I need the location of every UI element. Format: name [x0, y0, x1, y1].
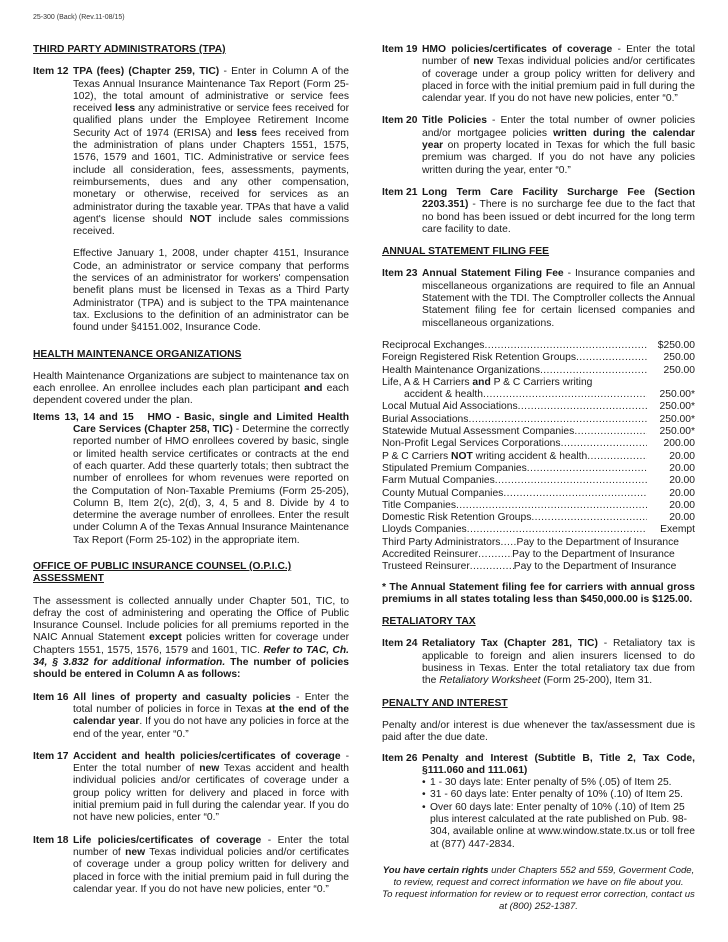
pay-label: Accredited Reinsurer — [382, 548, 479, 560]
item-12-paragraph-2: Effective January 1, 2008, under chapter 4151, Insurance Code, an administrator or service company that performs the services of an administrator for workers' compensation benefit plans must be licensed in Texas as a Third Party Administrator (TPA) and is subject to the TPA maintenance tax. Exclusions to the definition of an administrator can be found under §4151.002, Insurance Code. — [73, 248, 349, 334]
bullet-text: 31 - 60 days late: Enter penalty of 10% (.10) of Item 25. — [430, 789, 683, 801]
fee-label: Statewide Mutual Assessment Companies — [382, 426, 575, 438]
fee-row — [382, 488, 695, 500]
item-26 — [382, 753, 695, 778]
items-13-15-title: HMO - Basic, single and Limited Health Care Services (Chapter 258, TIC) — [73, 411, 349, 436]
item-12-number: Item 12 — [33, 66, 69, 78]
item-18 — [33, 835, 349, 896]
item-12-text: fees received from the administration of plans under Chapters 1551, 1575, 1576, 1579 and 1601, TIC. Administrative or service fees include all consideration, fees, assessments, payments, reimbursements, dues and any other compensation, monetary or otherwise, received for services as an administrator during the taxable year. TPAs that have a valid agent's license should — [73, 127, 350, 225]
item-20-emphasis: written during the calendar year — [422, 127, 695, 152]
fee-label: County Mutual Companies — [382, 487, 504, 499]
fee-label: Title Companies — [382, 499, 457, 511]
fee-amount: 20.00 — [669, 462, 695, 474]
pay-text: Pay to the Department of Insurance — [516, 536, 680, 548]
fee-amount: $250.00 — [657, 339, 695, 351]
item-12-title: TPA (fees) (Chapter 259, TIC) — [73, 66, 220, 78]
item-12-less: less — [115, 103, 136, 115]
fee-label: Local Mutual Aid Associations — [382, 401, 518, 413]
hmo-and: and — [304, 383, 323, 395]
fee-amount: 20.00 — [669, 499, 695, 511]
item-17 — [33, 751, 349, 825]
bullet-text: Over 60 days late: Enter penalty of 10% (.10) of Item 25 plus interest calculated at the rate published on Pub. 98-304, available online at www.window.state.tx.us or toll free at (877) 447-2834. — [430, 801, 696, 850]
fee-amount: 200.00 — [663, 438, 695, 450]
item-12-text: - Enter in Column A of the Texas Annual Insurance Maintenance Tax Report (Form 25-102), the total amount of administrative or service fees received — [73, 66, 350, 115]
tpa-heading: THIRD PARTY ADMINISTRATORS (TPA) — [33, 44, 226, 55]
item-12-body — [73, 66, 349, 238]
fee-amount: 250.00 — [663, 364, 695, 376]
fee-footnote: * The Annual Statement filing fee for carriers with annual gross premiums in all states totaling less than $450,000.00 is $125.00. — [382, 581, 695, 605]
fee-amount: 250.00 — [663, 352, 695, 364]
fee-row — [382, 524, 695, 536]
item-24-body — [422, 638, 695, 687]
item-19-text: - Enter the total number of — [422, 44, 696, 68]
fee-row — [382, 389, 695, 401]
item-20-body — [422, 115, 695, 176]
contact-notice: To request information for review or to request error correction, contact us at (800) 252-1387. — [382, 888, 695, 912]
item-16-emphasis: at the end of the calendar year — [73, 703, 350, 728]
item-21-body — [422, 187, 695, 236]
item-24-text: (Form 25-200), Item 31. — [540, 675, 653, 687]
penalty-bullet — [382, 777, 695, 789]
item-24 — [382, 638, 695, 687]
items-13-15-text: - Determine the correctly reported number of HMO enrollees covered by basic, single or limited health service certificates or contracts at the end of each quarter. Add these quarterly totals; then subtract the number of enrollees for whom revenues were reported on the Computation of Non-Taxable Premiums (Form 25-205), Column B, Item 2(c), 2(d), 3, 4, 5 and 8. Divide by 4 to determine the average number of enrollees. Enter the result under Column A of the Texas Annual Insurance Maintenance Tax Report (Form 25-102) in the appropriate item. — [73, 424, 349, 546]
item-16-body — [73, 692, 349, 741]
fee-amount: 250.00* — [659, 389, 695, 401]
penalty-heading: PENALTY AND INTEREST — [382, 697, 508, 709]
opic-text: policies written for coverage under Chapters 1551, 1575, 1576, 1579 and 1601, TIC. — [33, 632, 349, 656]
item-17-text: - Enter the total number of — [73, 750, 349, 775]
fee-label: Burial Associations — [382, 413, 469, 425]
pay-row — [382, 549, 695, 561]
item-16-title: All lines of property and casualty policies — [73, 691, 291, 703]
hmo-text: each dependent covered under the plan. — [33, 383, 349, 407]
item-24-text: - Retaliatory tax is applicable to foreign and alien insurers licensed to do business in Texas. Enter the total retaliatory tax due from the — [422, 638, 696, 687]
item-17-text: Texas accident and health individual policies and/or certificates of coverage under a group policy written for delivery and placed in force with initial premium paid in full during the calendar year. If you do not have new policies, enter “0.” — [73, 763, 349, 824]
item-12-text: any administrative or service fees received for qualified plans under the Employee Retirement Income Security Act of 1974 (ERISA) and — [73, 103, 349, 139]
item-16-number: Item 16 — [33, 691, 69, 703]
opic-heading: OFFICE OF PUBLIC INSURANCE COUNSEL (O.P.I.C.) ASSESSMENT — [33, 560, 292, 585]
left-column — [33, 44, 349, 896]
bullet-icon: • — [422, 801, 426, 813]
fee-amount: Exempt — [660, 524, 695, 536]
fee-amount: 250.00* — [659, 413, 695, 425]
bullet-text: 1 - 30 days late: Enter penalty of 5% (.05) of Item 25. — [430, 777, 672, 789]
annual-statement-heading: ANNUAL STATEMENT FILING FEE — [382, 246, 550, 258]
fee-amount: 20.00 — [669, 487, 695, 499]
item-23-body — [422, 268, 695, 329]
fee-row — [382, 438, 695, 450]
rights-notice — [382, 865, 695, 889]
pay-row — [382, 561, 695, 573]
bullet-icon: • — [422, 789, 426, 801]
fee-schedule — [382, 340, 695, 574]
item-21 — [382, 187, 695, 236]
fee-amount: 250.00* — [659, 401, 695, 413]
fee-row — [382, 500, 695, 512]
item-24-number: Item 24 — [382, 638, 418, 650]
opic-except: except — [149, 632, 182, 644]
fee-label: Health Maintenance Organizations — [382, 364, 540, 376]
fee-amount: 20.00 — [669, 512, 695, 524]
opic-intro — [33, 596, 349, 682]
item-20-text: on property located in Texas for which the full basic premium was charged. If you do not have any policies written during the year, enter “0.” — [422, 140, 695, 176]
pay-row — [382, 537, 695, 549]
fee-label: P & C Carriers NOT writing accident & health — [382, 450, 588, 462]
right-column — [382, 44, 695, 913]
fee-row — [382, 340, 695, 352]
item-24-worksheet: Retaliatory Worksheet — [439, 675, 541, 687]
fee-row — [382, 365, 695, 377]
item-17-title: Accident and health policies/certificates of coverage — [73, 750, 341, 762]
item-20 — [382, 115, 695, 176]
opic-text: The number of policies should be entered in Column A as follows: — [33, 657, 349, 681]
item-19-body — [422, 44, 695, 105]
opic-reference: Refer to TAC, Ch. 34, § 3.832 for additional information. — [33, 644, 349, 669]
fee-label: Stipulated Premium Companies — [382, 462, 527, 474]
fee-label: Domestic Risk Retention Groups — [382, 512, 532, 524]
fee-row — [382, 352, 695, 364]
fee-label: Reciprocal Exchanges — [382, 339, 485, 351]
item-26-number: Item 26 — [382, 752, 418, 764]
fee-amount: 20.00 — [669, 450, 695, 462]
hmo-text: Health Maintenance Organizations are subject to maintenance tax on each enrollee. An enrollee includes each plan participant — [33, 370, 349, 395]
item-21-text: - There is no surcharge fee due to the fact that no bond has been issued or debt incurred for the long term care facility to date. — [422, 199, 695, 235]
item-16-text: . If you do not have any policies in force at the end of the year, enter “0.” — [73, 716, 350, 740]
item-12-not: NOT — [189, 213, 212, 225]
item-17-body — [73, 751, 349, 825]
form-id: 25-300 (Back) (Rev.11-08/15) — [33, 14, 125, 21]
item-20-text: - Enter the total number of owner policies and/or mortgagee policies — [422, 115, 695, 139]
hmo-intro — [33, 371, 349, 408]
penalty-intro: Penalty and/or interest is due whenever the tax/assessment due is paid after the due date. — [382, 719, 695, 744]
fee-label: Non-Profit Legal Services Corporations — [382, 438, 561, 450]
fee-row — [382, 426, 695, 438]
rights-notice-bold: You have certain rights — [382, 864, 489, 876]
item-21-title: Long Term Care Facility Surcharge Fee (Section 2203.351) — [422, 186, 695, 211]
penalty-bullet — [382, 789, 695, 801]
item-20-number: Item 20 — [382, 115, 418, 127]
item-16-text: - Enter the total number of policies in force in Texas — [73, 691, 349, 715]
pay-text: Pay to the Department of Insurance — [512, 548, 675, 560]
fee-label: accident & health — [404, 389, 483, 401]
item-19-new: new — [473, 56, 494, 68]
item-18-text: Texas individual policies and/or certificates of coverage under a group policy written for delivery and placed in force with the initial premium paid in full during the calendar year. If you do not have new policies, enter “0.” — [73, 846, 349, 895]
item-18-body — [73, 835, 349, 896]
item-23-title: Annual Statement Filing Fee — [422, 268, 564, 280]
item-21-number: Item 21 — [382, 186, 418, 198]
item-17-number: Item 17 — [33, 750, 69, 762]
item-12-less: less — [236, 127, 258, 139]
fee-row — [382, 414, 695, 426]
pay-label: Third Party Administrators — [382, 536, 501, 548]
item-20-title: Title Policies — [422, 115, 487, 127]
fee-row — [382, 451, 695, 463]
item-18-title: Life policies/certificates of coverage — [73, 834, 262, 846]
item-16 — [33, 692, 349, 741]
opic-text: The assessment is collected annually under Chapter 501, TIC, to defray the cost of administering and operating the Office of Public Insurance Counsel. Include policies for all premiums reported in the NAIC Annual Statement — [33, 595, 349, 644]
item-23 — [382, 268, 695, 329]
fee-label: Lloyds Companies — [382, 524, 467, 536]
fee-row — [382, 512, 695, 524]
fee-row — [382, 463, 695, 475]
item-12 — [33, 66, 349, 238]
item-23-text: - Insurance companies and miscellaneous organizations are required to file an Annual Statement with the TDI. The Comptroller collects the Annual Statement filing fee for certain licensed companies and miscellaneous organizations. — [422, 268, 695, 329]
items-13-15 — [33, 412, 349, 547]
retaliatory-heading: RETALIATORY TAX — [382, 616, 476, 628]
item-19-text: Texas individual policies and/or certificates of coverage under a group policy written for delivery and placed in force with the initial premium paid in full during the calendar year. If you do not have new policies, enter “0.” — [422, 56, 695, 105]
item-12-text: include sales commissions received. — [73, 213, 349, 238]
items-13-15-number: Items 13, 14 and 15 — [33, 411, 134, 423]
bullet-icon: • — [422, 777, 426, 789]
item-19 — [382, 44, 695, 105]
item-19-number: Item 19 — [382, 44, 418, 55]
rights-notice-text: under Chapters 552 and 559, Goverment Code, to review, request and correct information we have on file about you. — [393, 864, 695, 888]
fee-row — [382, 401, 695, 413]
item-23-number: Item 23 — [382, 268, 418, 280]
item-24-title: Retaliatory Tax (Chapter 281, TIC) — [422, 638, 598, 650]
pay-label: Trusteed Reinsurer — [382, 561, 470, 573]
fee-label: Life, A & H Carriers and P & C Carriers writing — [382, 376, 593, 388]
fee-amount: 250.00* — [659, 426, 695, 438]
item-17-new: new — [199, 763, 220, 775]
penalty-bullet — [382, 802, 695, 851]
item-18-new: new — [125, 846, 146, 858]
hmo-heading: HEALTH MAINTENANCE ORGANIZATIONS — [33, 348, 242, 360]
item-18-text: - Enter the total number of — [73, 834, 349, 858]
fee-label: Farm Mutual Companies — [382, 475, 495, 487]
fee-row — [382, 475, 695, 487]
fee-amount: 20.00 — [669, 475, 695, 487]
item-18-number: Item 18 — [33, 834, 69, 846]
item-19-title: HMO policies/certificates of coverage — [422, 44, 613, 55]
fee-row-header — [382, 377, 695, 389]
item-26-title: Penalty and Interest (Subtitle B, Title 2, Tax Code, §111.060 and 111.061) — [422, 752, 695, 776]
fee-label: Foreign Registered Risk Retention Groups — [382, 352, 577, 364]
pay-text: Pay to the Department of Insurance — [513, 561, 677, 573]
